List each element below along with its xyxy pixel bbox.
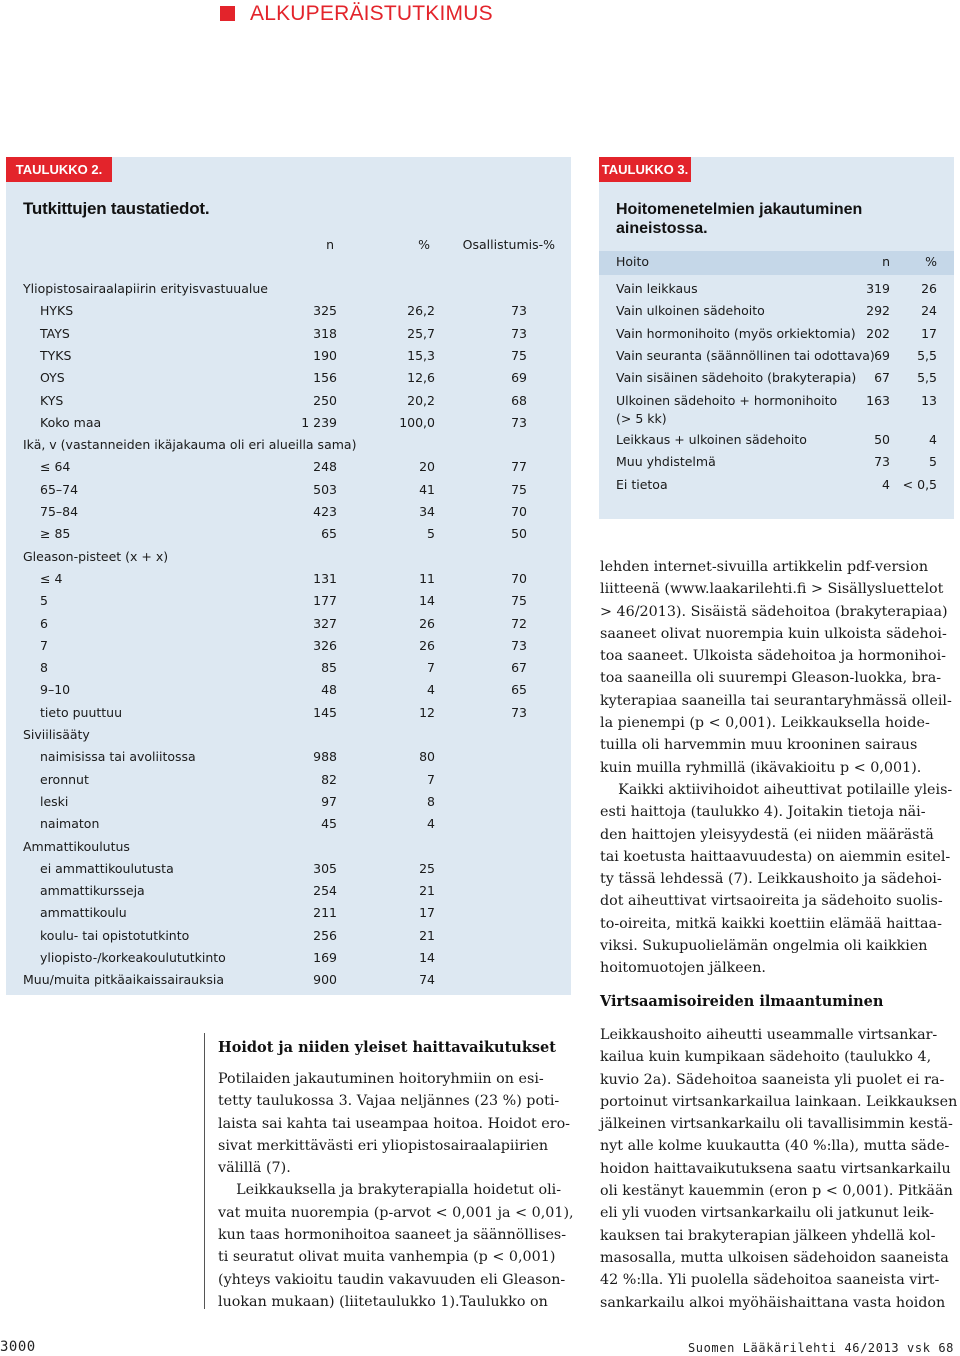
table-3-label: TAULUKKO 3. — [599, 157, 691, 182]
row-label: 65–74 — [40, 481, 79, 497]
table-row — [6, 459, 571, 479]
value-n: 177 — [313, 593, 337, 609]
text-line: sivat merkittävästi eri yliopistosairaalapiirien — [218, 1137, 549, 1154]
column-header-treatment: Hoito — [616, 254, 650, 269]
text-line: sankarkailu alkoi myöhäishaittana vasta hoidon — [600, 1294, 946, 1311]
value-percent: 17 — [921, 325, 937, 341]
row-label: naimisissa tai avoliitossa — [40, 749, 196, 765]
text-line: välillä (7). — [218, 1160, 291, 1177]
row-label: ammattikursseja — [40, 883, 145, 899]
table-row — [6, 504, 571, 524]
value-participation: 73 — [511, 325, 527, 341]
table-row — [6, 883, 571, 903]
column-header-n: n — [326, 237, 334, 252]
row-label: Siviilisääty — [23, 727, 90, 742]
row-label: ei ammattikoulutusta — [40, 860, 174, 876]
text-line: dot aiheuttivat virtsaoireita ja sädehoito suolis- — [600, 893, 943, 910]
text-line: Potilaiden jakautuminen hoitoryhmiin on esi- — [218, 1071, 544, 1087]
value-percent: 26 — [419, 615, 435, 631]
row-label: ≤ 64 — [40, 459, 71, 475]
value-n: 292 — [866, 303, 890, 319]
row-label: ≤ 4 — [40, 570, 63, 586]
article-text-left — [218, 1068, 574, 1313]
value-n: 145 — [313, 704, 337, 720]
table-2-label: TAULUKKO 2. — [6, 157, 112, 182]
text-line: kailua kuin kumpikaan sädehoito (taulukko 4, — [600, 1049, 932, 1066]
row-label: 75–84 — [40, 504, 79, 519]
value-n: 73 — [874, 454, 890, 470]
table-row — [6, 370, 571, 390]
row-label: Vain hormonihoito (myös orkiektomia) — [616, 325, 856, 341]
value-percent: 4 — [427, 816, 435, 832]
table-row — [6, 705, 571, 725]
table-row — [6, 816, 571, 836]
value-percent: 41 — [419, 481, 435, 497]
text-line: > 46/2013). Sisäistä sädehoitoa (brakyterapiaa) — [600, 603, 948, 620]
table-row — [6, 348, 571, 368]
table-row — [6, 905, 571, 925]
value-participation: 75 — [511, 347, 527, 363]
value-percent: 74 — [419, 972, 435, 988]
text-line: vat muita nuorempia (p-arvot < 0,001 ja < 0,01), — [218, 1204, 574, 1221]
text-line: liitteenä (www.laakarilehti.fi > Sisällysluettelot — [600, 581, 944, 598]
value-n: 326 — [313, 637, 337, 653]
article-text-right-bottom — [600, 1024, 957, 1314]
text-line: tuilla oli harvemmin muu krooninen sairaus — [600, 737, 918, 754]
value-participation: 75 — [511, 593, 527, 609]
value-n: 202 — [866, 325, 890, 341]
value-n: 248 — [313, 459, 337, 475]
table-row — [6, 571, 571, 591]
value-participation: 50 — [511, 526, 527, 542]
table-row — [6, 638, 571, 658]
table-row — [6, 593, 571, 613]
table-row — [6, 749, 571, 769]
column-header-percent: % — [418, 237, 430, 252]
table-row — [6, 549, 571, 569]
article-text-right-top — [600, 556, 952, 980]
value-percent: 25 — [419, 860, 435, 876]
value-participation: 69 — [511, 370, 527, 386]
table-row — [6, 928, 571, 948]
value-percent: 26 — [921, 281, 937, 296]
table-row — [6, 482, 571, 502]
row-label: ammattikoulu — [40, 905, 127, 921]
table-row — [6, 437, 571, 457]
table-row — [6, 281, 571, 301]
value-percent: 34 — [419, 504, 435, 519]
text-line: hoidon haittavaikutuksena saatu virtsankarkailu — [600, 1160, 951, 1177]
value-percent: 5,5 — [917, 347, 937, 363]
value-n: 4 — [882, 476, 890, 492]
value-percent: 15,3 — [407, 347, 435, 363]
row-label: Gleason-pisteet (x + x) — [23, 548, 169, 564]
row-label: 8 — [40, 660, 48, 676]
column-header-n: n — [882, 254, 890, 269]
row-label: OYS — [40, 370, 65, 386]
text-line: oli kestänyt kauemmin (eron p < 0,001). Pitkään — [600, 1183, 953, 1200]
column-header-percent: % — [925, 254, 937, 269]
row-label: Yliopistosairaalapiirin erityisvastuualue — [23, 281, 268, 296]
table-row — [6, 772, 571, 792]
table-row — [6, 682, 571, 702]
value-n: 327 — [313, 615, 337, 631]
row-label: Ei tietoa — [616, 476, 668, 492]
value-percent: 5 — [929, 454, 937, 470]
row-label: Leikkaus + ulkoinen sädehoito — [616, 432, 807, 447]
value-n: 256 — [313, 927, 337, 943]
text-line: viksi. Sukupuolielämän ongelmia oli kaikkien — [600, 938, 928, 955]
value-percent: 13 — [921, 392, 937, 408]
text-line: kuin muilla ryhmillä (ikävakioitu p < 0,001). — [600, 759, 922, 776]
text-line: kuvio 2a). Sädehoitoa saaneista yli puolet ei ra- — [600, 1071, 945, 1088]
value-n: 45 — [321, 816, 337, 832]
text-line: portoinut virtsankarkailua lainkaan. Leikkauksen — [600, 1093, 958, 1110]
table-row — [6, 660, 571, 680]
text-line: toa saaneet. Ulkoista sädehoitoa ja hormonihoi- — [600, 648, 946, 665]
value-percent: 4 — [929, 432, 937, 447]
row-label: 6 — [40, 615, 48, 631]
row-label: Ikä, v (vastanneiden ikäjakauma oli eri alueilla sama) — [23, 437, 357, 453]
value-percent: 21 — [419, 883, 435, 899]
value-n: 67 — [874, 370, 890, 386]
section-heading-urinary: Virtsaamisoireiden ilmaantuminen — [600, 993, 884, 1010]
text-line: luokan mukaan) (liitetaulukko 1).Taulukko on — [218, 1293, 548, 1310]
value-n: 48 — [321, 682, 337, 698]
value-n: 156 — [313, 370, 337, 386]
table-row — [6, 727, 571, 747]
table-3-title: Hoitomenetelmien jakautuminen aineistossa. — [616, 201, 863, 237]
table-3-panel — [599, 157, 954, 519]
row-label: tieto puuttuu — [40, 704, 123, 720]
value-participation: 73 — [511, 704, 527, 720]
value-n: 325 — [313, 303, 337, 319]
value-n: 190 — [313, 347, 337, 363]
text-line: jälkeinen virtsankarkailu oli tavallisimmin kestä- — [600, 1116, 953, 1133]
table-row — [6, 616, 571, 636]
table-row — [6, 393, 571, 413]
row-label: Vain ulkoinen sädehoito — [616, 303, 765, 319]
value-n: 988 — [313, 749, 337, 765]
text-line: toa saaneilla oli suurempi Gleason-luokka, bra- — [600, 670, 942, 687]
value-percent: 21 — [419, 927, 435, 943]
value-percent: < 0,5 — [902, 476, 937, 492]
text-line: kun taas hormonihoitoa saaneet ja säännöllises- — [218, 1227, 567, 1244]
value-n: 65 — [321, 526, 337, 542]
value-percent: 80 — [419, 749, 435, 765]
row-label: Vain sisäinen sädehoito (brakyterapia) — [616, 370, 857, 386]
value-percent: 7 — [427, 771, 435, 787]
value-percent: 25,7 — [407, 325, 435, 341]
value-percent: 8 — [427, 793, 435, 809]
row-label: koulu- tai opistotutkinto — [40, 927, 190, 943]
value-n: 131 — [313, 570, 337, 586]
value-percent: 20 — [419, 459, 435, 475]
text-line: 42 %:lla. Yli puolella sädehoitoa saaneista virt- — [600, 1272, 940, 1289]
value-percent: 12,6 — [407, 370, 435, 386]
value-participation: 67 — [511, 660, 527, 676]
value-percent: 26,2 — [407, 303, 435, 319]
text-line: Leikkauksella ja brakyterapialla hoidetut oli- — [218, 1182, 562, 1199]
row-label: eronnut — [40, 771, 89, 787]
row-label: Ulkoinen sädehoito + hormonihoito (> 5 kk) — [616, 392, 838, 426]
row-label: yliopisto-/korkeakoulututkinto — [40, 950, 226, 965]
value-n: 1 239 — [301, 414, 337, 430]
table-row — [6, 950, 571, 970]
value-n: 423 — [313, 504, 337, 519]
value-percent: 24 — [921, 303, 937, 319]
row-label: Koko maa — [40, 414, 102, 430]
text-line: masosalla, mutta ulkoisen sädehoidon saaneista — [600, 1249, 949, 1266]
value-n: 318 — [313, 325, 337, 341]
page-number: 3000 — [0, 1339, 36, 1355]
table-3-header-row — [599, 251, 954, 275]
text-line: tai koetusta haittaavuudesta) on aiemmin esitel- — [600, 848, 951, 865]
table-2-header-row — [6, 237, 571, 257]
value-participation: 75 — [511, 481, 527, 497]
value-percent: 5 — [427, 526, 435, 542]
text-line: ti seuratut olivat muita vanhempia (p < 0,001) — [218, 1249, 556, 1266]
row-label: 7 — [40, 637, 48, 653]
value-n: 50 — [874, 432, 890, 447]
row-label: HYKS — [40, 303, 74, 319]
row-label: naimaton — [40, 816, 100, 832]
value-participation: 68 — [511, 392, 527, 408]
text-line: esti haittoja (taulukko 4). Joitakin tietoja näi- — [600, 804, 926, 821]
value-percent: 5,5 — [917, 370, 937, 386]
row-label: Muu/muita pitkäaikaissairauksia — [23, 972, 224, 988]
row-label: Vain seuranta (säännöllinen tai odottava) — [616, 347, 875, 363]
row-label: ≥ 85 — [40, 526, 71, 542]
value-n: 503 — [313, 481, 337, 497]
row-label: 9–10 — [40, 682, 71, 698]
text-line: to-oireita, mitkä kaikki koettiin elämää haittaa- — [600, 915, 942, 932]
row-label: Muu yhdistelmä — [616, 454, 716, 470]
value-n: 250 — [313, 392, 337, 408]
value-participation: 65 — [511, 682, 527, 698]
value-n: 900 — [313, 972, 337, 988]
text-line: nyt alle kolme kuukautta (40 %:lla), mutta säde- — [600, 1138, 950, 1155]
text-line: laista sai kahta tai useampaa hoitoa. Hoidot ero- — [218, 1115, 571, 1132]
value-percent: 4 — [427, 682, 435, 698]
table-row — [6, 415, 571, 435]
value-n: 82 — [321, 771, 337, 787]
value-percent: 14 — [419, 950, 435, 965]
text-line: ty tässä lehdessä (7). Leikkaushoito ja sädehoi- — [600, 871, 942, 888]
row-label: leski — [40, 793, 69, 809]
text-line: kauksen tai brakyterapian jälkeen yhdellä kol- — [600, 1227, 936, 1244]
value-n: 97 — [321, 793, 337, 809]
row-label: TAYS — [40, 325, 70, 341]
value-participation: 72 — [511, 615, 527, 631]
table-row — [6, 303, 571, 323]
text-line: Leikkaushoito aiheutti useammalle virtsankar- — [600, 1027, 938, 1043]
value-n: 319 — [866, 281, 890, 296]
table-row — [6, 326, 571, 346]
value-n: 211 — [313, 905, 337, 921]
section-title: ALKUPERÄISTUTKIMUS — [250, 2, 493, 25]
value-n: 69 — [874, 347, 890, 363]
value-n: 305 — [313, 860, 337, 876]
row-label: 5 — [40, 593, 48, 609]
value-participation: 73 — [511, 414, 527, 430]
value-percent: 17 — [419, 905, 435, 921]
value-percent: 26 — [419, 637, 435, 653]
value-n: 85 — [321, 660, 337, 676]
table-row — [6, 839, 571, 859]
text-line: den haittojen yleisyydestä (ei niiden määrästä — [600, 826, 934, 843]
value-n: 169 — [313, 950, 337, 965]
value-participation: 70 — [511, 570, 527, 586]
text-line: kyterapiaa saaneilla tai seurantaryhmässä olleil- — [600, 692, 952, 709]
text-line: saaneet olivat nuorempia kuin ulkoista sädehoi- — [600, 625, 947, 642]
row-label: TYKS — [40, 347, 72, 363]
table-2-panel — [6, 157, 571, 995]
section-heading-treatments: Hoidot ja niiden yleiset haittavaikutukset — [218, 1039, 556, 1056]
value-percent: 14 — [419, 593, 435, 609]
column-header-participation: Osallistumis-% — [462, 237, 555, 252]
text-line: tetty taulukossa 3. Vajaa neljännes (23 %) poti- — [218, 1093, 560, 1110]
table-row — [6, 526, 571, 546]
table-row — [6, 861, 571, 881]
value-percent: 100,0 — [399, 414, 435, 430]
row-label: Ammattikoulutus — [23, 838, 130, 854]
text-line: lehden internet-sivuilla artikkelin pdf-version — [600, 559, 929, 575]
value-percent: 7 — [427, 660, 435, 676]
journal-footer: Suomen Lääkärilehti 46/2013 vsk 68 — [687, 1341, 954, 1355]
value-participation: 77 — [511, 459, 527, 475]
text-line: Kaikki aktiivihoidot aiheuttivat potilaille yleis- — [600, 781, 953, 798]
value-percent: 11 — [419, 570, 435, 586]
text-line: la pienempi (p < 0,001). Leikkauksella hoide- — [600, 715, 930, 732]
value-n: 254 — [313, 883, 337, 899]
text-line: (yhteys vakioitu taudin vakavuuden eli Gleason- — [218, 1271, 566, 1288]
value-participation: 70 — [511, 504, 527, 519]
value-percent: 12 — [419, 704, 435, 720]
text-line: eli yli vuoden virtsankarkailu oli jatkunut leik- — [600, 1205, 935, 1222]
row-label: KYS — [40, 392, 64, 408]
text-line: hoitomuotojen jälkeen. — [600, 960, 766, 977]
value-participation: 73 — [511, 637, 527, 653]
table-row — [6, 972, 571, 992]
value-n: 163 — [866, 392, 890, 408]
row-label: Vain leikkaus — [616, 281, 698, 296]
table-2-title: Tutkittujen taustatiedot. — [23, 199, 210, 218]
value-percent: 20,2 — [407, 392, 435, 408]
column-divider — [204, 1033, 205, 1309]
table-row — [6, 794, 571, 814]
value-participation: 73 — [511, 303, 527, 319]
section-marker-square — [220, 6, 235, 21]
